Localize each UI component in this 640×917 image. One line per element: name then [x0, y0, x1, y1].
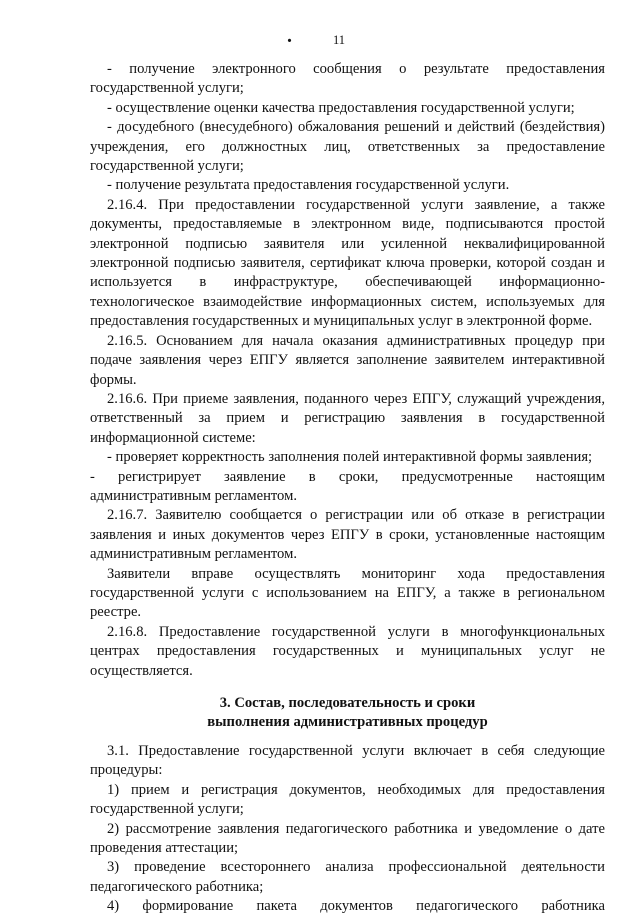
list-item-register: - регистрирует заявление в сроки, предусмотренные настоящим административным регламентом. — [90, 468, 605, 504]
clause-3-1: 3.1. Предоставление государственной услуги включает в себя следующие процедуры: — [90, 743, 605, 779]
section-heading-line2: выполнения административных процедур — [207, 714, 488, 730]
procedure-item-1: 1) прием и регистрация документов, необходимых для предоставления государственной услуги; — [90, 781, 605, 818]
clause-2-16-7: 2.16.7. Заявителю сообщается о регистрации или об отказе в регистрации заявления и иных документов через ЕПГУ в сроки, установленные настоящим административным регламентом. — [90, 507, 605, 563]
procedure-item-2: 2) рассмотрение заявления педагогического работника и уведомление о дате проведения аттестации; — [90, 820, 605, 857]
paragraph-monitoring: Заявители вправе осуществлять мониторинг хода предоставления государственной услуги с использованием на ЕПГУ, а также в региональном реестре. — [90, 565, 605, 621]
section-heading-line1: 3. Состав, последовательность и сроки — [219, 695, 476, 711]
clause-2-16-5: 2.16.5. Основанием для начала оказания административных процедур при подаче заявления через ЕПГУ является заполнение заявителем интерактивной формы. — [90, 332, 605, 388]
page-mark: . — [287, 25, 292, 47]
procedure-item-4: 4) формирование пакета документов педагогического работника — [107, 898, 605, 915]
document-body — [90, 60, 605, 917]
list-item-quality-assessment: - осуществление оценки качества предоставления государственной услуги; — [107, 99, 575, 116]
list-item-pretrial-appeal: - досудебного (внесудебного) обжалования решений и действий (бездействия) учреждения, его должностных лиц, ответственных за предоставление государственной услуги; — [90, 119, 605, 175]
page-number: 11 — [333, 33, 346, 47]
list-item-result-receipt: - получение результата предоставления государственной услуги. — [107, 177, 510, 194]
section-heading — [90, 694, 605, 732]
clause-2-16-4: 2.16.4. При предоставлении государственной услуги заявление, а также документы, предоставляемые в электронном виде, подписываются простой электронной подписью заявителя или усиленной неквалифицированной электронной подписью заявителя, сертификат ключа проверки, которой создан и используется в инфраструктуре, обеспечивающей информационно-технологическое взаимодействие информационных систем, используемых для предоставления государственных и муниципальных услуг в электронной форме. — [90, 196, 605, 330]
list-item-electronic-message: - получение электронного сообщения о результате предоставления государственной услуги; — [90, 61, 605, 97]
clause-2-16-8: 2.16.8. Предоставление государственной услуги в многофункциональных центрах предоставления государственных и муниципальных услуг не осуществляется. — [90, 623, 605, 679]
procedure-item-3: 3) проведение всестороннего анализа профессиональной деятельности педагогического работника; — [90, 859, 605, 895]
clause-2-16-6: 2.16.6. При приеме заявления, поданного через ЕПГУ, служащий учреждения, ответственный за прием и регистрацию заявления в государственной информационной системе: — [90, 390, 605, 446]
list-item-check-form: - проверяет корректность заполнения полей интерактивной формы заявления; — [107, 449, 593, 466]
